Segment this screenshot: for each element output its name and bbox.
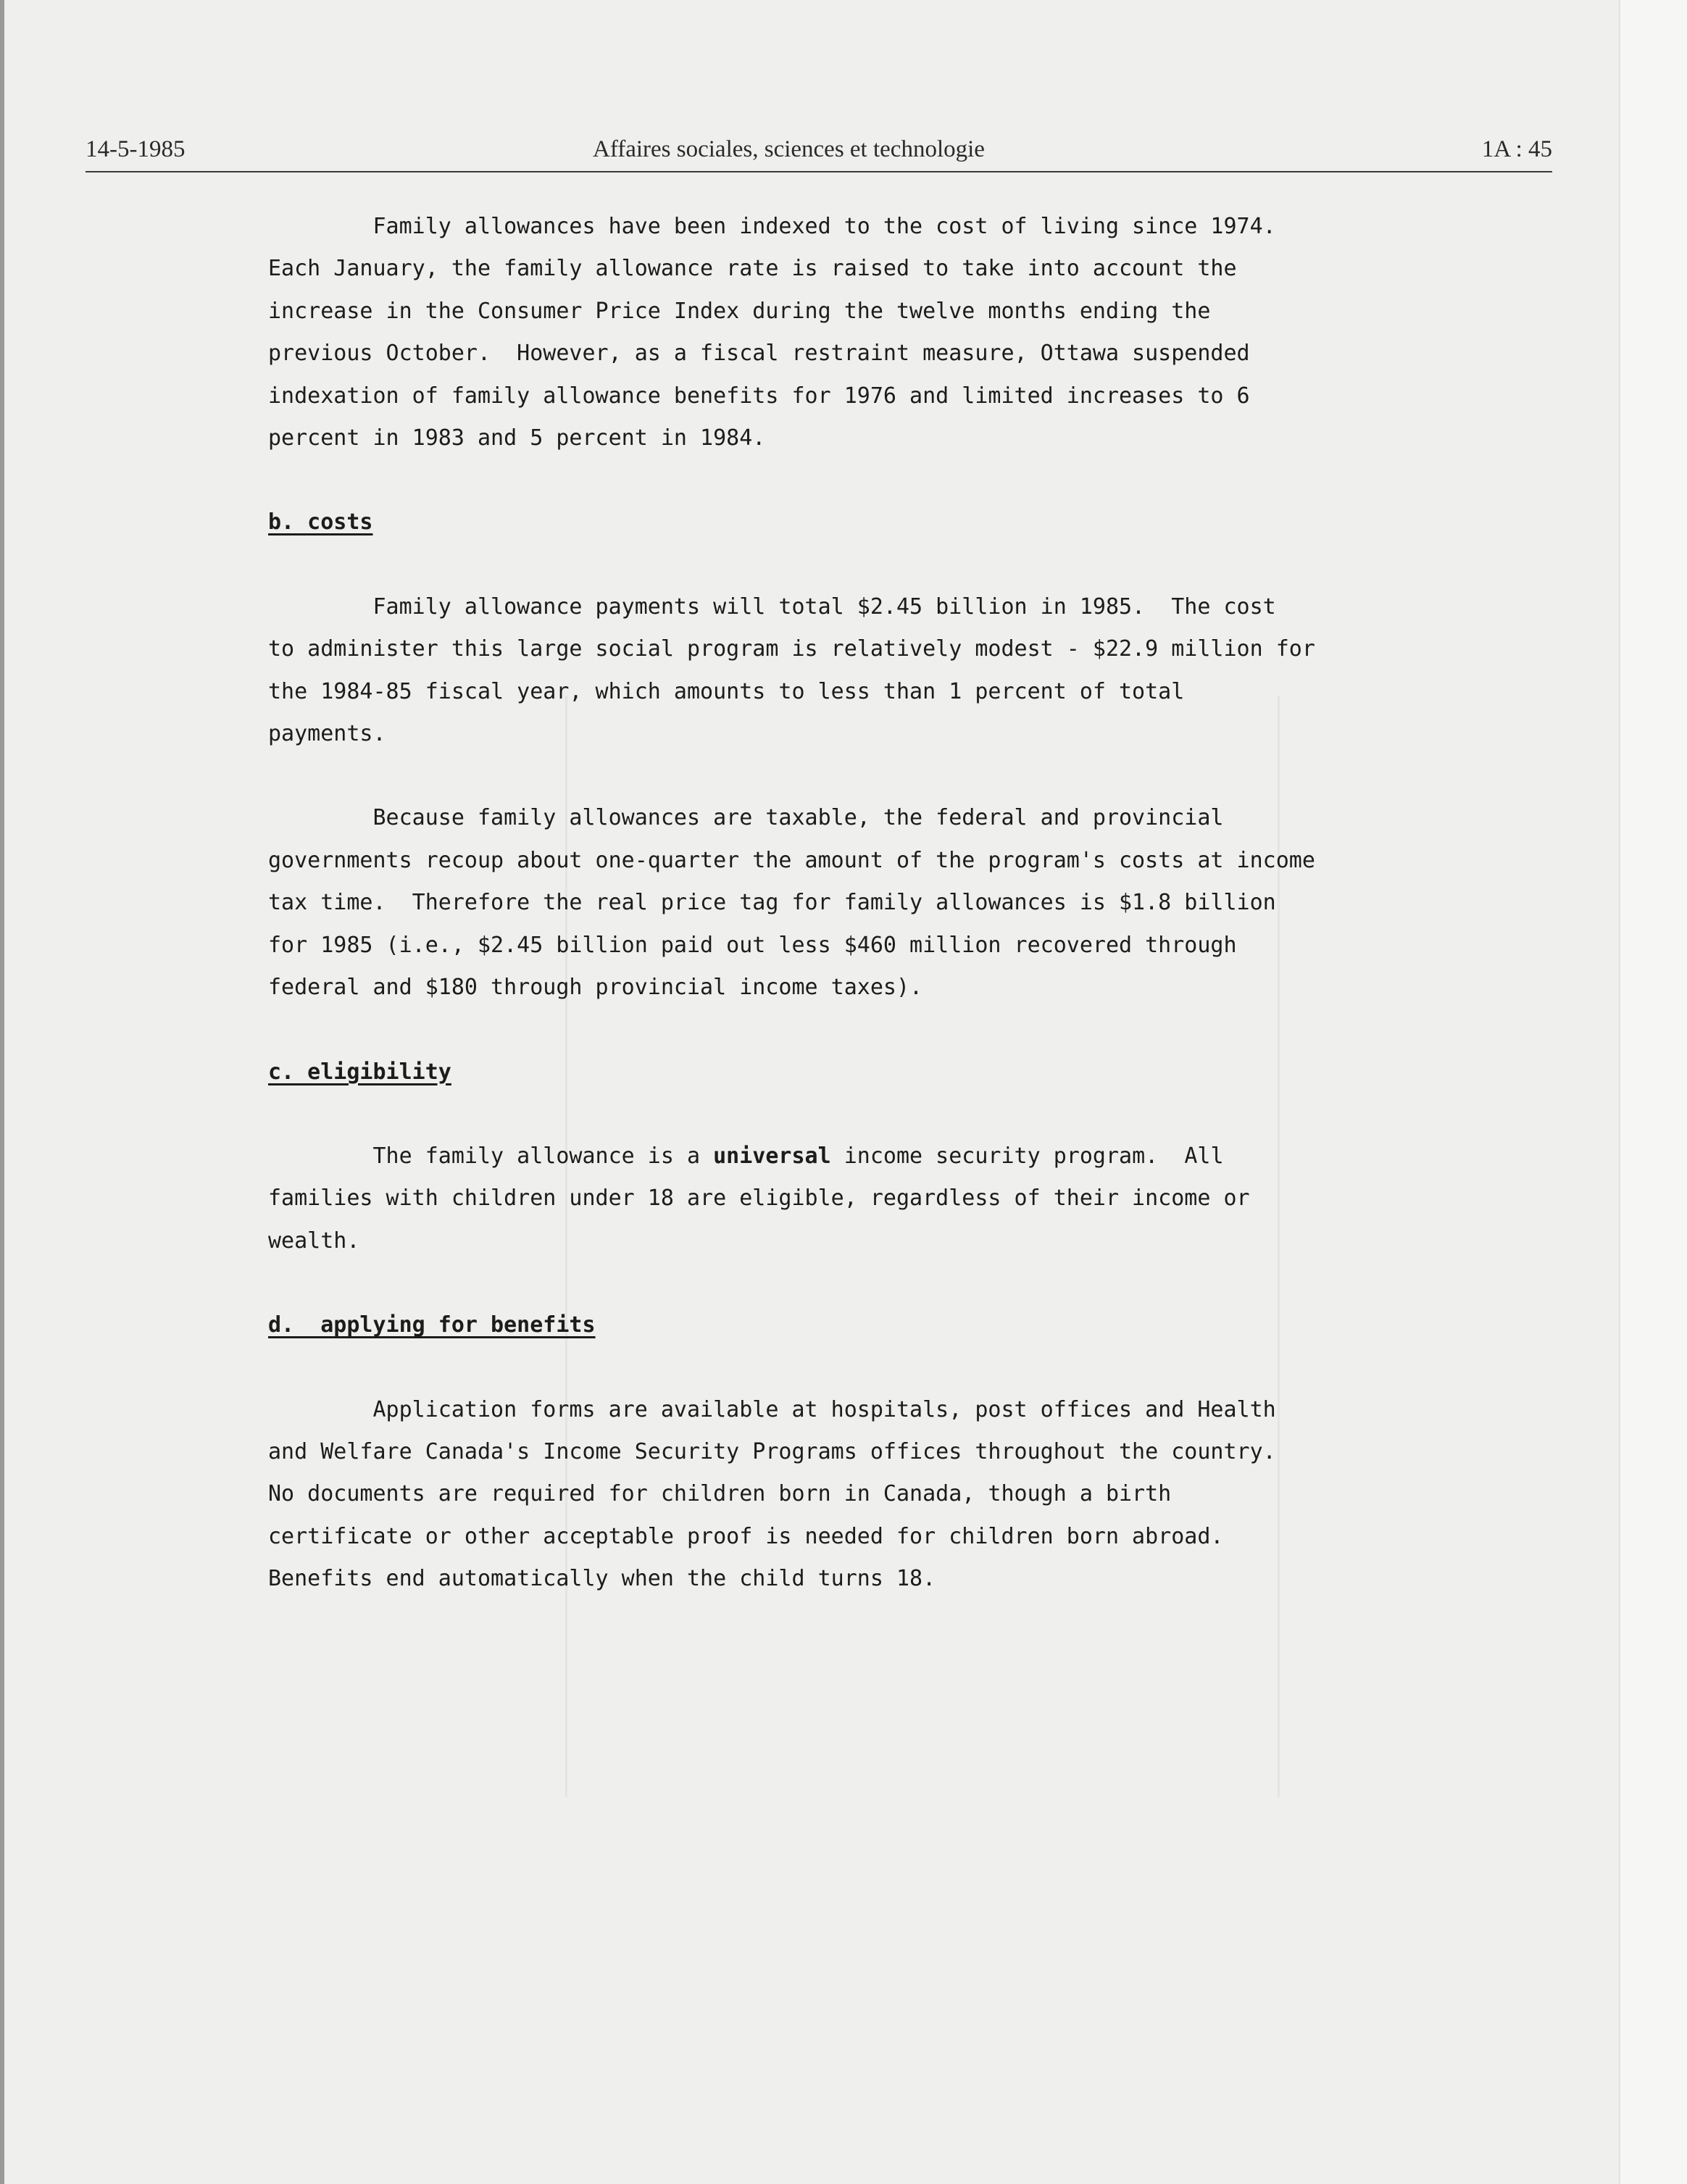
- page-margin-strip: [1619, 0, 1687, 2184]
- text-line: indexation of family allowance benefits for 1976 and limited increases to 6: [268, 383, 1250, 409]
- text-line: families with children under 18 are eligible, regardless of their income or: [268, 1185, 1250, 1212]
- text-line: for 1985 (i.e., $2.45 billion paid out less $460 million recovered through: [268, 932, 1237, 958]
- text-line: Benefits end automatically when the child turns 18.: [268, 1566, 936, 1592]
- header-rule: [86, 171, 1552, 172]
- document-body: [268, 206, 1413, 1601]
- costs-paragraph-1: [268, 586, 1413, 756]
- section-heading-applying: d. applying for benefits: [268, 1312, 596, 1338]
- costs-paragraph-2: [268, 797, 1413, 1009]
- section-heading-costs: b. costs: [268, 509, 373, 535]
- intro-paragraph: [268, 206, 1413, 459]
- header-title: Affaires sociales, sciences et technologie: [593, 136, 985, 162]
- header-date: 14-5-1985: [86, 136, 186, 162]
- section-heading-eligibility: c. eligibility: [268, 1059, 451, 1085]
- text-line: Each January, the family allowance rate is raised to take into account the: [268, 256, 1237, 282]
- text-line: to administer this large social program is relatively modest - $22.9 million for: [268, 636, 1315, 662]
- text-line: Family allowance payments will total $2.45 billion in 1985. The cost: [268, 593, 1276, 620]
- text-line: percent in 1983 and 5 percent in 1984.: [268, 425, 766, 451]
- text-line: wealth.: [268, 1228, 360, 1254]
- emphasis-universal: universal: [713, 1143, 831, 1169]
- text-line: increase in the Consumer Price Index during the twelve months ending the: [268, 298, 1211, 324]
- text-line: previous October. However, as a fiscal restraint measure, Ottawa suspended: [268, 341, 1250, 367]
- applying-paragraph: [268, 1389, 1413, 1601]
- text-line: Because family allowances are taxable, the federal and provincial: [268, 805, 1224, 831]
- text-line: No documents are required for children born in Canada, though a birth: [268, 1481, 1172, 1507]
- eligibility-paragraph: [268, 1135, 1413, 1262]
- text-line: and Welfare Canada's Income Security Programs offices throughout the country.: [268, 1438, 1276, 1464]
- text-line: The family allowance is a universal income security program. All: [268, 1143, 1224, 1169]
- text-line: federal and $180 through provincial income taxes).: [268, 975, 923, 1001]
- text-line: governments recoup about one-quarter the amount of the program's costs at income: [268, 847, 1315, 873]
- text-line: the 1984-85 fiscal year, which amounts to less than 1 percent of total: [268, 678, 1185, 704]
- text-line: certificate or other acceptable proof is needed for children born abroad.: [268, 1523, 1224, 1549]
- text-line: tax time. Therefore the real price tag for family allowances is $1.8 billion: [268, 890, 1276, 916]
- page-edge-shadow: [0, 0, 4, 2184]
- page-header: [86, 136, 1552, 172]
- text-line: Family allowances have been indexed to the cost of living since 1974.: [268, 214, 1276, 239]
- text-line: Application forms are available at hospitals, post offices and Health: [268, 1396, 1276, 1422]
- header-page-number: 1A : 45: [1481, 136, 1552, 162]
- text-line: payments.: [268, 721, 386, 747]
